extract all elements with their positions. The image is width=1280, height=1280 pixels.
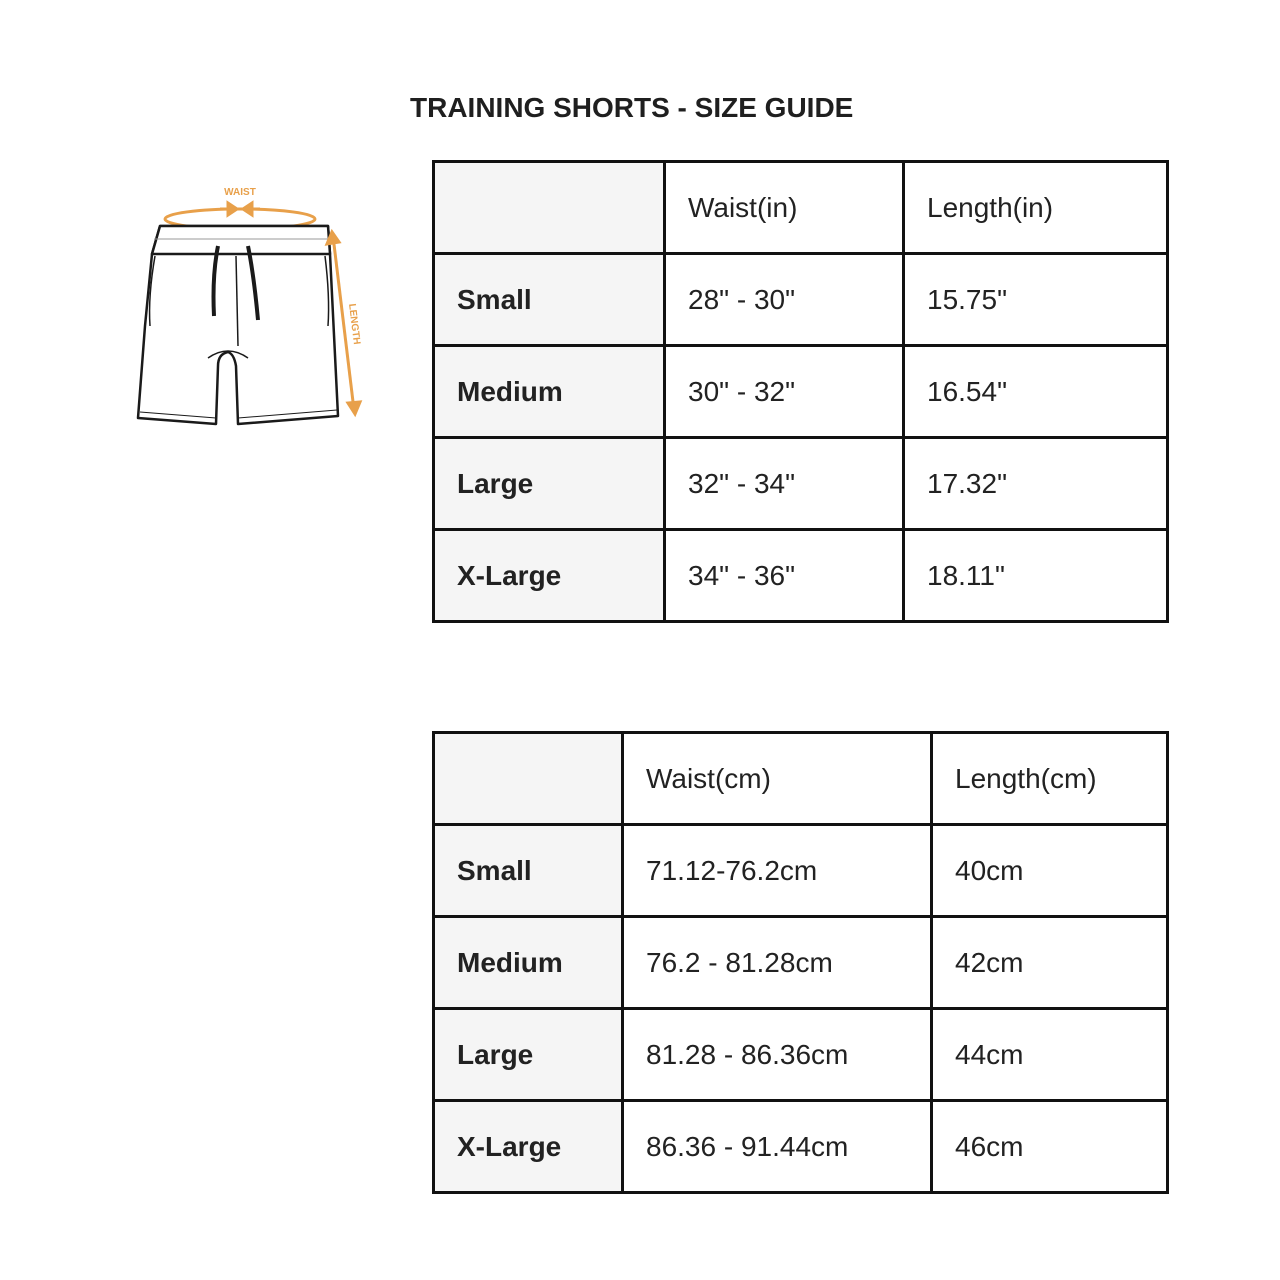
shorts-illustration	[120, 176, 400, 446]
table-row	[434, 530, 1168, 622]
header-waist-cm: Waist(cm)	[623, 733, 932, 825]
table-header-row	[434, 162, 1168, 254]
table-row	[434, 438, 1168, 530]
size-table-inches	[432, 160, 1169, 623]
row-size-label: Medium	[434, 917, 623, 1009]
length-value: 46cm	[932, 1101, 1168, 1193]
waist-value: 81.28 - 86.36cm	[623, 1009, 932, 1101]
waist-value: 76.2 - 81.28cm	[623, 917, 932, 1009]
waist-value: 86.36 - 91.44cm	[623, 1101, 932, 1193]
row-size-label: Large	[434, 1009, 623, 1101]
table-row	[434, 254, 1168, 346]
waist-value: 34" - 36"	[665, 530, 904, 622]
shorts-drawing	[138, 226, 338, 424]
table-row	[434, 1101, 1168, 1193]
size-table-centimeters	[432, 731, 1169, 1194]
length-value: 15.75"	[904, 254, 1168, 346]
length-value: 16.54"	[904, 346, 1168, 438]
table-row	[434, 917, 1168, 1009]
table-corner-cell	[434, 162, 665, 254]
length-value: 40cm	[932, 825, 1168, 917]
page-title: TRAINING SHORTS - SIZE GUIDE	[410, 92, 854, 123]
header-waist-in: Waist(in)	[665, 162, 904, 254]
table-row	[434, 1009, 1168, 1101]
length-value: 17.32"	[904, 438, 1168, 530]
waist-label: WAIST	[224, 187, 256, 198]
row-size-label: X-Large	[434, 530, 665, 622]
row-size-label: Small	[434, 825, 623, 917]
table-header-row	[434, 733, 1168, 825]
waist-value: 32" - 34"	[665, 438, 904, 530]
header-length-cm: Length(cm)	[932, 733, 1168, 825]
waist-value: 30" - 32"	[665, 346, 904, 438]
row-size-label: Large	[434, 438, 665, 530]
table-corner-cell	[434, 733, 623, 825]
length-value: 42cm	[932, 917, 1168, 1009]
length-value: 18.11"	[904, 530, 1168, 622]
table-row	[434, 825, 1168, 917]
row-size-label: X-Large	[434, 1101, 623, 1193]
waist-value: 28" - 30"	[665, 254, 904, 346]
length-label: LENGTH	[346, 303, 362, 346]
table-row	[434, 346, 1168, 438]
waist-value: 71.12-76.2cm	[623, 825, 932, 917]
row-size-label: Medium	[434, 346, 665, 438]
row-size-label: Small	[434, 254, 665, 346]
header-length-in: Length(in)	[904, 162, 1168, 254]
length-value: 44cm	[932, 1009, 1168, 1101]
